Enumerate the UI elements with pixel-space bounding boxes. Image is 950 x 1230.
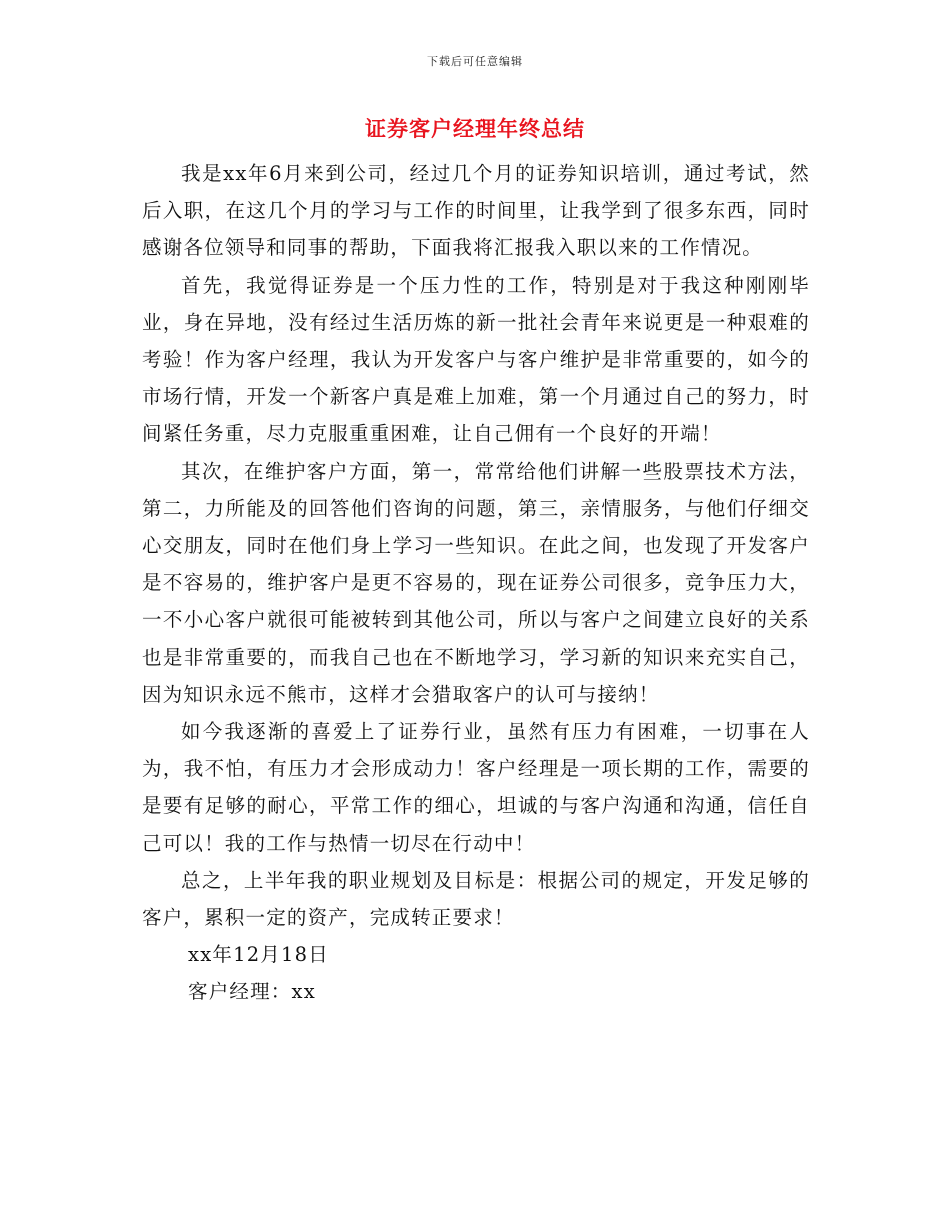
paragraph-third: 如今我逐渐的喜爱上了证券行业，虽然有压力有困难，一切事在人为，我不怕，有压力才会形成动力！客户经理是一项长期的工作，需要的是要有足够的耐心，平常工作的细心，坦诚的与客户沟通和沟通，信任自己可以！我的工作与热情一切尽在行动中！ xyxy=(142,720,810,855)
document-body xyxy=(142,155,810,1011)
signature-date: xx年12月18日 xyxy=(188,943,329,967)
document-title: 证券客户经理年终总结 xyxy=(365,116,585,141)
paragraph-first: 首先，我觉得证券是一个压力性的工作，特别是对于我这种刚刚毕业，身在异地，没有经过生活历炼的新一批社会青年来说更是一种艰难的考验！作为客户经理，我认为开发客户与客户维护是非常重要的，如今的市场行情，开发一个新客户真是难上加难，第一个月通过自己的努力，时间紧任务重，尽力克服重重困难，让自己佣有一个良好的开端！ xyxy=(142,273,810,446)
paragraph-second: 其次，在维护客户方面，第一，常常给他们讲解一些股票技术方法，第二，力所能及的回答他们咨询的问题，第三，亲情服务，与他们仔细交心交朋友，同时在他们身上学习一些知识。在此之间，也发现了开发客户是不容易的，维护客户是更不容易的，现在证券公司很多，竞争压力大，一不小心客户就很可能被转到其他公司，所以与客户之间建立良好的关系也是非常重要的，而我自己也在不断地学习，学习新的知识来充实自己，因为知识永远不熊市，这样才会猎取客户的认可与接纳！ xyxy=(142,459,810,706)
header-note: 下载后可任意编辑 xyxy=(427,55,523,68)
paragraph-conclusion: 总之，上半年我的职业规划及目标是：根据公司的规定，开发足够的客户，累积一定的资产，完成转正要求！ xyxy=(142,868,810,930)
paragraph-intro: 我是xx年6月来到公司，经过几个月的证券知识培训，通过考试，然后入职，在这几个月的学习与工作的时间里，让我学到了很多东西，同时感谢各位领导和同事的帮助，下面我将汇报我入职以来的工作情况。 xyxy=(142,162,810,260)
signature-manager: 客户经理：xx xyxy=(188,980,316,1004)
